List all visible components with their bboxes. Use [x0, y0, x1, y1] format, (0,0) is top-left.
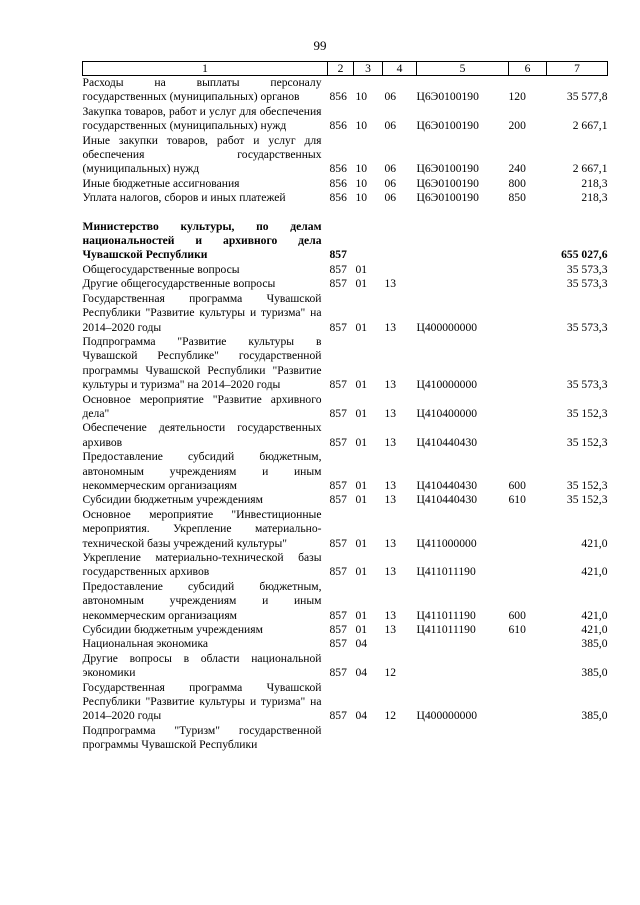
row-gr-cell: 857: [329, 565, 347, 579]
row-sum-cell: 218,3: [581, 176, 608, 190]
row-name-cell: Предоставление субсидий бюджетным, автономным учреждениям и иным некоммерческим организациям: [82, 579, 322, 622]
table-row: [83, 177, 608, 191]
row-vr-cell: 610: [508, 623, 526, 637]
row-rz-cell: 10: [355, 191, 368, 205]
row-name-cell: Субсидии бюджетным учреждениям: [82, 493, 263, 507]
row-pr-cell: 12: [384, 666, 397, 680]
row-vr-cell: [509, 551, 547, 580]
row-rz-cell: 04: [355, 637, 368, 651]
row-csr-cell: Ц411011190: [416, 565, 476, 579]
row-vr-cell: 600: [508, 478, 526, 492]
row-csr-cell: Ц400000000: [416, 709, 478, 723]
table-row: [83, 623, 608, 637]
row-sum-cell: 35 573,3: [566, 262, 608, 276]
row-name-cell: Национальная экономика: [82, 637, 209, 651]
row-name-cell: Подпрограмма "Туризм" государственной программы Чувашской Республики: [82, 723, 322, 752]
row-vr-cell: 610: [508, 493, 526, 507]
row-vr-cell: [509, 335, 547, 393]
row-vr-cell: [509, 681, 547, 724]
table-row: [83, 551, 608, 580]
table-row: [83, 450, 608, 493]
row-pr-cell: [383, 637, 417, 651]
row-pr-cell: 13: [384, 478, 397, 492]
row-gr-cell: 857: [329, 623, 347, 637]
row-csr-cell: [417, 220, 509, 263]
row-csr-cell: [417, 263, 509, 277]
row-sum-cell: 385,0: [581, 637, 608, 651]
row-gr-cell: 857: [329, 536, 347, 550]
row-name-cell: Укрепление материально-технической базы государственных архивов: [82, 551, 322, 579]
table-row: [83, 292, 608, 335]
row-gr-cell: 857: [329, 262, 347, 276]
table-row: [83, 421, 608, 450]
row-gr-cell: 856: [329, 119, 347, 133]
row-name-cell: Уплата налогов, сборов и иных платежей: [82, 191, 286, 205]
row-rz-cell: 01: [355, 262, 368, 276]
row-csr-cell: Ц410400000: [416, 406, 478, 420]
row-name-cell: Обеспечение деятельности государственных архивов: [82, 421, 322, 449]
row-sum-cell: 2 667,1: [572, 162, 608, 176]
row-rz-cell: 01: [355, 608, 368, 622]
row-rz-cell: 01: [355, 378, 368, 392]
row-rz-cell: 01: [355, 277, 368, 291]
row-gr-cell: 857: [329, 320, 347, 334]
row-rz-cell: 04: [355, 709, 368, 723]
row-gr-cell: 857: [329, 478, 347, 492]
row-sum-cell: [547, 724, 608, 753]
row-csr-cell: Ц411011190: [416, 623, 476, 637]
row-rz-cell: 01: [355, 536, 368, 550]
budget-table: [82, 61, 608, 753]
table-header-row: [83, 62, 608, 76]
row-pr-cell: 13: [384, 320, 397, 334]
row-gr-cell: 857: [329, 248, 347, 262]
row-name-cell: Иные бюджетные ассигнования: [82, 176, 240, 190]
row-vr-cell: [509, 393, 547, 422]
column-header: 6: [509, 62, 547, 76]
row-pr-cell: 13: [384, 277, 397, 291]
row-sum-cell: 385,0: [581, 666, 608, 680]
row-pr-cell: [383, 263, 417, 277]
row-vr-cell: [509, 421, 547, 450]
row-sum-cell: 421,0: [581, 536, 608, 550]
row-pr-cell: 13: [384, 493, 397, 507]
row-gr-cell: 857: [329, 406, 347, 420]
row-pr-cell: 06: [384, 191, 397, 205]
row-gr-cell: 857: [329, 637, 347, 651]
row-vr-cell: 240: [508, 162, 526, 176]
row-csr-cell: [417, 277, 509, 291]
row-name-cell: Расходы на выплаты персоналу государственных (муниципальных) органов: [82, 76, 322, 104]
row-pr-cell: 13: [384, 435, 397, 449]
table-row: [83, 652, 608, 681]
row-gr-cell: 857: [329, 493, 347, 507]
table-row: [83, 277, 608, 291]
row-rz-cell: 10: [355, 176, 368, 190]
table-row: [83, 76, 608, 105]
row-name-cell: Министерство культуры, по делам национальностей и архивного дела Чувашской Республики: [82, 219, 322, 262]
column-header: 3: [354, 62, 383, 76]
row-rz-cell: 01: [355, 406, 368, 420]
row-pr-cell: 12: [384, 709, 397, 723]
row-rz-cell: 01: [355, 435, 368, 449]
row-name-cell: Субсидии бюджетным учреждениям: [82, 623, 263, 637]
row-vr-cell: [509, 292, 547, 335]
row-vr-cell: 850: [508, 191, 526, 205]
row-vr-cell: [509, 277, 547, 291]
row-rz-cell: 01: [355, 478, 368, 492]
table-row: [83, 493, 608, 507]
row-rz-cell: 01: [355, 493, 368, 507]
row-sum-cell: 385,0: [581, 709, 608, 723]
row-pr-cell: 13: [384, 565, 397, 579]
row-rz-cell: 01: [355, 320, 368, 334]
row-pr-cell: 13: [384, 608, 397, 622]
row-gr-cell: [328, 724, 354, 753]
row-sum-cell: 35 573,3: [566, 277, 608, 291]
row-sum-cell: 35 152,3: [566, 435, 608, 449]
row-csr-cell: Ц6Э0100190: [416, 176, 479, 190]
row-gr-cell: 857: [329, 435, 347, 449]
row-csr-cell: Ц410000000: [416, 378, 478, 392]
table-row: [83, 105, 608, 134]
row-vr-cell: [509, 508, 547, 551]
row-name-cell: Предоставление субсидий бюджетным, автономным учреждениям и иным некоммерческим организациям: [82, 450, 322, 492]
row-pr-cell: 13: [384, 623, 397, 637]
row-rz-cell: 04: [355, 666, 368, 680]
row-sum-cell: 421,0: [581, 565, 608, 579]
row-name-cell: Государственная программа Чувашской Республики "Развитие культуры и туризма" на 2014–2020 годы: [82, 291, 322, 334]
row-gr-cell: 857: [329, 608, 347, 622]
table-row: [83, 263, 608, 277]
table-row: [83, 681, 608, 724]
table-row: [83, 335, 608, 393]
row-vr-cell: [509, 652, 547, 681]
row-name-cell: Другие вопросы в области национальной экономики: [82, 651, 322, 680]
row-name-cell: Общегосударственные вопросы: [82, 262, 240, 276]
row-pr-cell: 13: [384, 406, 397, 420]
row-gr-cell: 857: [329, 378, 347, 392]
row-gr-cell: 857: [329, 709, 347, 723]
row-rz-cell: [354, 724, 383, 753]
row-vr-cell: 120: [508, 90, 526, 104]
table-row: [83, 580, 608, 623]
row-sum-cell: 35 152,3: [566, 406, 608, 420]
row-rz-cell: [354, 220, 383, 263]
row-gr-cell: 856: [329, 162, 347, 176]
row-gr-cell: 856: [329, 176, 347, 190]
row-pr-cell: 06: [384, 162, 397, 176]
row-csr-cell: Ц6Э0100190: [416, 119, 479, 133]
row-csr-cell: Ц6Э0100190: [416, 162, 479, 176]
table-row: [83, 393, 608, 422]
table-body: [83, 76, 608, 753]
spacer-row: [83, 206, 608, 220]
row-csr-cell: [417, 637, 509, 651]
row-name-cell: Закупка товаров, работ и услуг для обеспечения государственных (муниципальных) нужд: [82, 104, 322, 133]
row-pr-cell: 13: [384, 536, 397, 550]
row-sum-cell: 655 027,6: [561, 248, 608, 262]
row-sum-cell: 35 152,3: [566, 478, 608, 492]
row-name-cell: Другие общегосударственные вопросы: [82, 277, 276, 291]
row-rz-cell: 10: [355, 162, 368, 176]
row-gr-cell: 857: [329, 666, 347, 680]
row-vr-cell: 200: [508, 119, 526, 133]
row-name-cell: Основное мероприятие "Развитие архивного дела": [82, 392, 322, 420]
row-name-cell: Государственная программа Чувашской Республики "Развитие культуры и туризма" на 2014–2020 годы: [82, 680, 322, 723]
row-name-cell: Иные закупки товаров, работ и услуг для обеспечения государственных (муниципальных) нужд: [82, 133, 322, 176]
row-sum-cell: 2 667,1: [572, 119, 608, 133]
row-csr-cell: [417, 652, 509, 681]
column-header: 5: [417, 62, 509, 76]
row-rz-cell: 10: [355, 119, 368, 133]
row-vr-cell: [509, 263, 547, 277]
row-csr-cell: Ц410440430: [416, 435, 478, 449]
table-row: [83, 134, 608, 177]
row-csr-cell: Ц411000000: [416, 536, 477, 550]
row-sum-cell: 421,0: [581, 608, 608, 622]
row-csr-cell: Ц411011190: [416, 608, 476, 622]
column-header: 1: [83, 62, 328, 76]
row-csr-cell: Ц400000000: [416, 320, 478, 334]
table-row: [83, 508, 608, 551]
row-csr-cell: Ц410440430: [416, 478, 478, 492]
row-rz-cell: 01: [355, 623, 368, 637]
row-csr-cell: Ц6Э0100190: [416, 191, 479, 205]
row-gr-cell: 856: [329, 191, 347, 205]
table-row: [83, 637, 608, 651]
row-rz-cell: 10: [355, 90, 368, 104]
row-pr-cell: 06: [384, 176, 397, 190]
row-rz-cell: 01: [355, 565, 368, 579]
row-pr-cell: 13: [384, 378, 397, 392]
row-sum-cell: 218,3: [581, 191, 608, 205]
row-sum-cell: 35 577,8: [566, 90, 608, 104]
table-row: [83, 724, 608, 753]
row-pr-cell: [383, 724, 417, 753]
column-header: 2: [328, 62, 354, 76]
row-sum-cell: 35 573,3: [566, 378, 608, 392]
row-name-cell: Подпрограмма "Развитие культуры в Чувашской Республике" государственной программы Чувашской Республики "Развитие культуры и туризма" на 2014–2020 годы: [82, 334, 322, 392]
row-gr-cell: 857: [329, 277, 347, 291]
row-gr-cell: 856: [329, 90, 347, 104]
row-csr-cell: Ц6Э0100190: [416, 90, 479, 104]
row-vr-cell: 800: [508, 176, 526, 190]
row-vr-cell: [509, 220, 547, 263]
column-header: 4: [383, 62, 417, 76]
row-csr-cell: Ц410440430: [416, 493, 478, 507]
row-pr-cell: 06: [384, 90, 397, 104]
spacer-cell: [83, 206, 608, 220]
table-row: [83, 191, 608, 205]
row-vr-cell: 600: [508, 608, 526, 622]
row-vr-cell: [509, 724, 547, 753]
page-number: 99: [313, 38, 327, 53]
row-vr-cell: [509, 637, 547, 651]
row-sum-cell: 35 573,3: [566, 320, 608, 334]
row-pr-cell: [383, 220, 417, 263]
row-name-cell: Основное мероприятие "Инвестиционные мероприятия. Укрепление материально-технической базы учреждений культуры": [82, 507, 322, 550]
table-row: [83, 220, 608, 263]
row-sum-cell: 35 152,3: [566, 493, 608, 507]
row-pr-cell: 06: [384, 119, 397, 133]
row-csr-cell: [417, 724, 509, 753]
row-sum-cell: 421,0: [581, 623, 608, 637]
column-header: 7: [547, 62, 608, 76]
